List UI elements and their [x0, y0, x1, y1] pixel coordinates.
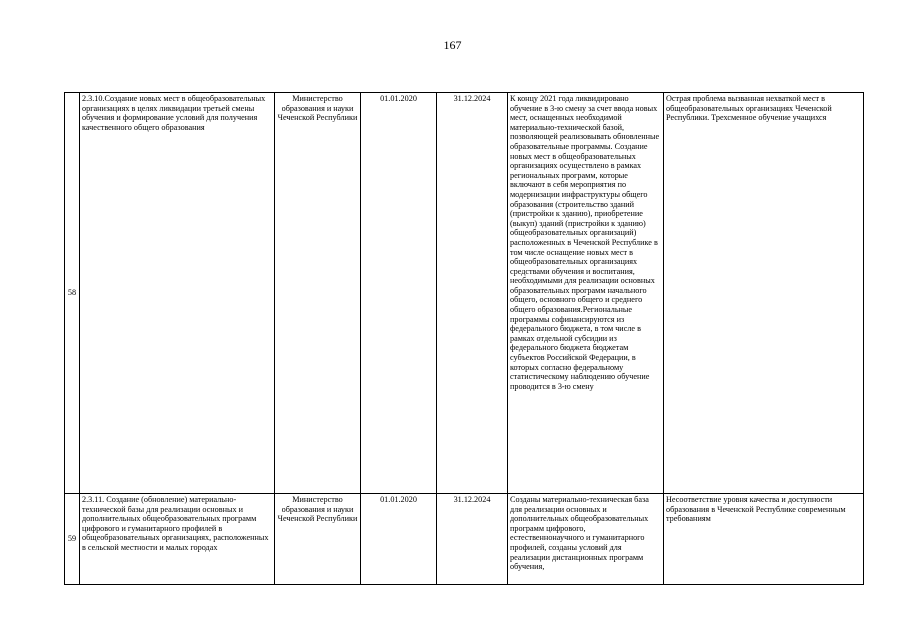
problem-cell: Острая проблема вызванная нехваткой мест в общеобразовательных организациях Чеченской Республики. Трехсменное обучение учащихся [664, 93, 864, 494]
result-cell: К концу 2021 года ликвидировано обучение в 3-ю смену за счет ввода новых мест, оснащенных необходимой материально-технической базой, позволяющей реализовывать обновленные образовательные программы. Создание новых мест в общеобразовательных организациях осуществлено в рамках региональных программ, которые включают в себя мероприятия по модернизации инфраструктуры общего образования (строительство зданий (пристройки к зданию), приобретение (выкуп) зданий (пристройки к зданию) общеобразовательных организаций) расположенных в Чеченской Республике в том числе оснащение новых мест в общеобразовательных организациях средствами обучения и воспитания, необходимыми для реализации основных образовательных программ начального общего, основного общего и среднего общего образования.Региональные программы софинансируются из федерального бюджета, в том числе в рамках отдельной субсидии из федерального бюджета бюджетам субъектов Российской Федерации, в которых согласно федеральному статистическому наблюдению обучение проводится в 3-ю смену [508, 93, 664, 494]
table-row [65, 93, 864, 494]
executor-cell: Министерство образования и науки Чеченской Республики [275, 93, 361, 494]
measures-table [64, 92, 864, 585]
measure-cell: 2.3.11. Создание (обновление) материально-технической базы для реализации основных и дополнительных общеобразовательных программ цифрового и гуманитарного профилей в общеобразовательных организациях, расположенных в сельской местности и малых городах [80, 494, 275, 585]
row-number: 58 [65, 93, 80, 494]
row-number: 59 [65, 494, 80, 585]
start-date-cell: 01.01.2020 [361, 93, 437, 494]
executor-cell: Министерство образования и науки Чеченской Республики [275, 494, 361, 585]
page-number: 167 [443, 38, 462, 52]
measure-cell: 2.3.10.Создание новых мест в общеобразовательных организациях в целях ликвидации третьей смены обучения и формирование условий для получения качественного общего образования [80, 93, 275, 494]
problem-cell: Несоответствие уровня качества и доступности образования в Чеченской Республике современным требованиям [664, 494, 864, 585]
end-date-cell: 31.12.2024 [437, 494, 508, 585]
start-date-cell: 01.01.2020 [361, 494, 437, 585]
end-date-cell: 31.12.2024 [437, 93, 508, 494]
table-row [65, 494, 864, 585]
result-cell: Созданы материально-техническая база для реализации основных и дополнительных общеобразовательных программ цифрового, естественнонаучного и гуманитарного профилей, созданы условий для реализации дистанционных программ обучения, [508, 494, 664, 585]
